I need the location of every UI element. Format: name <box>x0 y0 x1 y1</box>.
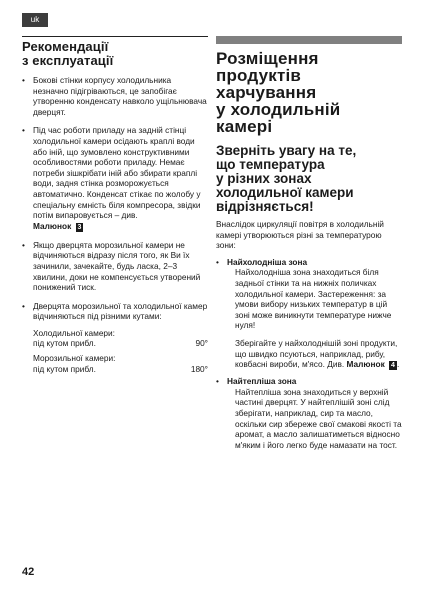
tips-list <box>22 75 208 322</box>
list-item <box>22 301 208 322</box>
door-angle-label: Холодильної камери: <box>33 327 115 338</box>
left-heading-rule <box>22 36 208 37</box>
page-number: 42 <box>22 566 35 578</box>
right-heading-rule <box>216 36 402 44</box>
warning-line: у різних зонах <box>216 171 312 186</box>
warning-line: Зверніть увагу на те, <box>216 143 357 158</box>
list-item <box>22 125 208 231</box>
zone-storage-tip: Зберігайте у найхолоднішій зоні продукти, що швидко псуються, наприклад, рибу, ковбасні вироби, м'ясо. Див. Малюнок 4 . <box>235 337 400 370</box>
angle-prefix: під кутом прибл. <box>33 338 96 349</box>
door-angle-row <box>22 338 208 349</box>
zone-title: • Найхолодніша зона <box>227 256 308 267</box>
figure-reference: Малюнок <box>33 220 72 231</box>
zone-coldest <box>216 257 402 370</box>
warning-line: що температура <box>216 157 325 172</box>
heading-line: продуктів <box>216 66 302 85</box>
figure-number-badge: 3 <box>77 223 82 231</box>
angle-prefix: під кутом прибл. <box>33 363 96 374</box>
right-column <box>216 36 402 450</box>
door-angle-label: Морозильної камери: <box>33 353 116 364</box>
language-tab: uk <box>22 13 48 27</box>
tip-text: Бокові стінки корпусу холодильника незначно підігріваються, це запобігає утворенню конденсату навколо ущільнювача дверцят. <box>33 75 207 117</box>
warning-line: відрізняється! <box>216 199 314 214</box>
left-column <box>22 36 208 374</box>
section-heading-usage-tips <box>22 40 208 68</box>
angle-value: 90° <box>195 338 208 349</box>
zone-description: Найтепліша зона знаходиться у верхній частині дверцят. У найтеплішій зоні слід зберігати, наприклад, сир та масло, оскільки сир збереже свої смакові якості та аромат, а масло залишатиметься відносно м'яким і його легко буде намазати на тост. <box>235 386 402 450</box>
zone-title: • Найтепліша зона <box>227 376 297 387</box>
heading-line: Рекомендації <box>22 39 109 54</box>
figure-reference: Малюнок <box>346 359 385 370</box>
list-item <box>22 240 208 293</box>
door-angle-row <box>22 364 208 375</box>
temperature-warning <box>216 144 402 214</box>
intro-paragraph: Внаслідок циркуляції повітря в холодильній камері утворюються різні за температурою зони: <box>216 219 384 251</box>
tip-text: Дверцята морозильної та холодильної камер відчиняються під різними кутами: <box>33 300 208 322</box>
zone-warmest <box>216 376 402 450</box>
section-heading-storage <box>216 50 402 135</box>
tip-text: Якщо дверцята морозильної камери не відчиняються відразу після того, як Ви їх зачинили, зачекайте, будь ласка, 2–3 хвилини, доки не компенсується утворений понижений тиск. <box>33 239 201 293</box>
heading-line: харчування <box>216 83 317 102</box>
figure-number-badge: 4 <box>391 362 395 370</box>
zone-description: Найхолодніша зона знаходиться біля задньої стінки та на нижніх поличках холодильної камери. Застереження: за умови вибору низьких температур в цій зоні може виникнути температуре нижче нуля! <box>235 267 392 331</box>
warning-line: холодильної камери <box>216 185 354 200</box>
list-item <box>22 75 208 117</box>
heading-line: з експлуатації <box>22 53 114 68</box>
heading-line: камері <box>216 117 273 136</box>
angle-value: 180° <box>190 363 208 374</box>
heading-line: Розміщення <box>216 49 319 68</box>
tip-text: Під час роботи приладу на задній стінці холодильної камери осідають краплі води або іній, що зумовлено конструктивними особливостями роботи приладу. Немає потреби зішкрібати іній або збирати краплі води, задня стінка розморожується автоматично. Конденсат стікає по жолобу у спеціальну ємність біля компресора, звідки потім випаровується – див. <box>33 125 201 221</box>
heading-line: у холодильній <box>216 100 341 119</box>
